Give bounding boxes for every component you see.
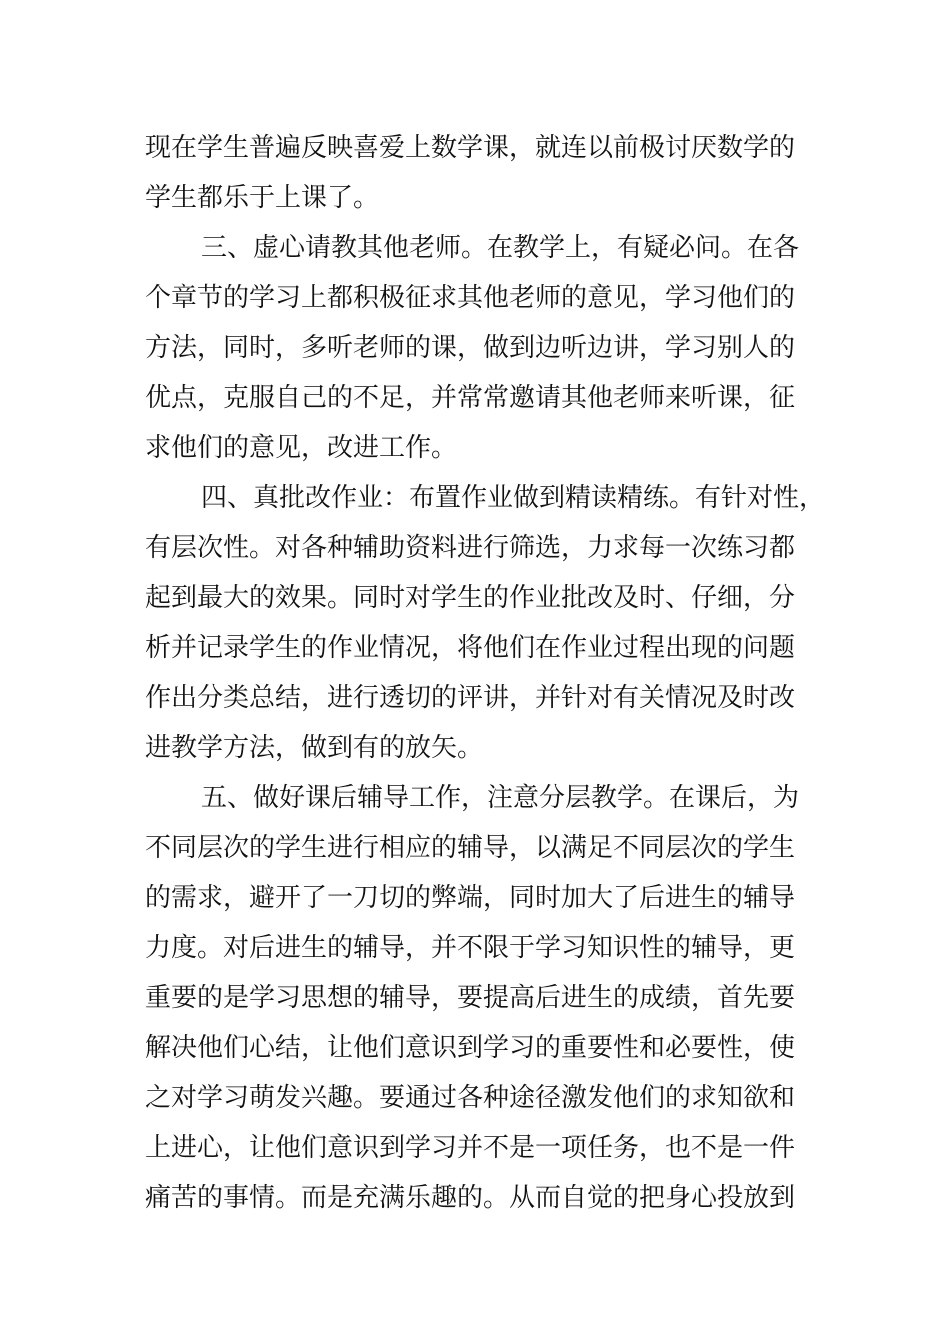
text-line: 求他们的意见，改进工作。 bbox=[145, 433, 458, 463]
text-line: 不同层次的学生进行相应的辅导，以满足不同层次的学生 bbox=[145, 833, 796, 863]
paragraph-start-line: 四、真批改作业：布置作业做到精读精练。有针对性， bbox=[201, 483, 826, 513]
document-body bbox=[145, 123, 826, 1223]
text-line: 痛苦的事情。而是充满乐趣的。从而自觉的把身心投放到 bbox=[145, 1183, 796, 1213]
text-line: 方法，同时，多听老师的课，做到边听边讲，学习别人的 bbox=[145, 333, 796, 363]
text-line: 有层次性。对各种辅助资料进行筛选，力求每一次练习都 bbox=[145, 533, 796, 563]
text-line: 析并记录学生的作业情况，将他们在作业过程出现的问题 bbox=[145, 633, 796, 663]
text-line: 个章节的学习上都积极征求其他老师的意见，学习他们的 bbox=[145, 283, 796, 313]
text-line: 起到最大的效果。同时对学生的作业批改及时、仔细，分 bbox=[145, 583, 796, 613]
text-line: 优点，克服自己的不足，并常常邀请其他老师来听课，征 bbox=[145, 383, 796, 413]
text-line: 之对学习萌发兴趣。要通过各种途径激发他们的求知欲和 bbox=[145, 1083, 796, 1113]
text-line: 进教学方法，做到有的放矢。 bbox=[145, 733, 484, 763]
text-line: 上进心，让他们意识到学习并不是一项任务，也不是一件 bbox=[145, 1133, 796, 1163]
text-line: 力度。对后进生的辅导，并不限于学习知识性的辅导，更 bbox=[145, 933, 796, 963]
text-line: 学生都乐于上课了。 bbox=[145, 183, 380, 213]
text-line: 重要的是学习思想的辅导，要提高后进生的成绩，首先要 bbox=[145, 983, 796, 1013]
text-line: 作出分类总结，进行透切的评讲，并针对有关情况及时改 bbox=[145, 683, 796, 713]
text-line: 现在学生普遍反映喜爱上数学课，就连以前极讨厌数学的 bbox=[145, 133, 796, 163]
text-line: 的需求，避开了一刀切的弊端，同时加大了后进生的辅导 bbox=[145, 883, 796, 913]
paragraph-start-line: 三、虚心请教其他老师。在教学上，有疑必问。在各 bbox=[201, 233, 800, 263]
text-line: 解决他们心结，让他们意识到学习的重要性和必要性，使 bbox=[145, 1033, 796, 1063]
paragraph-start-line: 五、做好课后辅导工作，注意分层教学。在课后，为 bbox=[201, 783, 800, 813]
